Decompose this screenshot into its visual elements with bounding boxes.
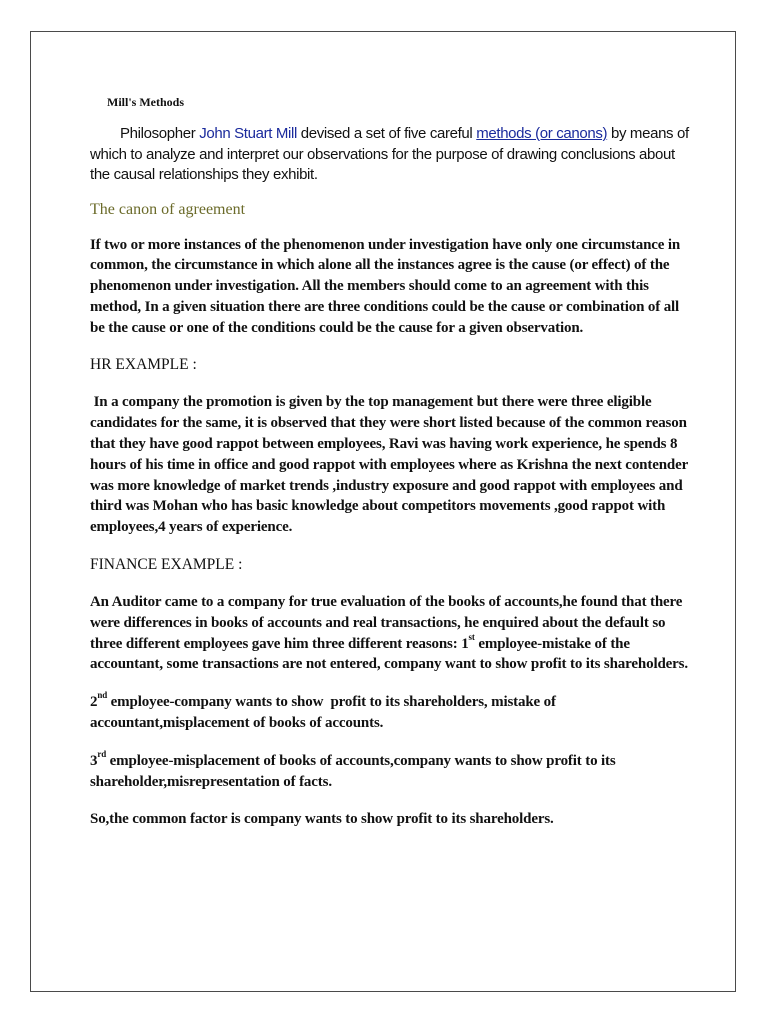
canon-heading: The canon of agreement <box>90 200 246 218</box>
finance-para2-text-a: 2 <box>90 694 98 711</box>
finance-paragraph-2 <box>90 692 690 734</box>
finance-para3-text-b: employee-misplacement of books of accounts,company wants to show profit to its shareholder,misrepresentation of facts. <box>90 752 616 790</box>
finance-para3-superscript: rd <box>97 748 107 759</box>
conclusion-paragraph: So,the common factor is company wants to show profit to its shareholders. <box>90 811 554 828</box>
intro-text-2: devised a set of five careful <box>296 125 477 142</box>
document-page <box>30 31 736 992</box>
document-title: Mill's Methods <box>107 95 184 109</box>
finance-para1-superscript: st <box>468 631 475 642</box>
finance-para3-text-a: 3 <box>90 752 98 769</box>
finance-example-label: FINANCE EXAMPLE : <box>90 556 243 574</box>
finance-para2-text-b: employee-company wants to show profit to its shareholders, mistake of accountant,misplacement of books of accounts. <box>90 694 560 732</box>
document-content <box>90 95 690 830</box>
finance-para1-text-a: An Auditor came to a company for true evaluation of the books of accounts,he found that there were differences in books of accounts and real transactions, he enquired about the default so three different employees gave him three different reasons: 1 <box>90 594 683 652</box>
intro-text-3: by means of which to analyze and interpret our observations for the purpose of drawing conclusions about the causal relationships they exhibit. <box>90 125 689 183</box>
hr-example-label: HR EXAMPLE : <box>90 356 197 374</box>
methods-canons-link[interactable]: methods (or canons) <box>476 125 608 142</box>
finance-para1-text-b: employee-mistake of the accountant, some transactions are not entered, company want to show profit to its shareholders. <box>90 635 688 673</box>
finance-paragraph-1 <box>90 592 690 675</box>
canon-paragraph: If two or more instances of the phenomenon under investigation have only one circumstance in common, the circumstance in which alone all the instances agree is the cause (or effect) of the phenomenon under investigation. All the members should come to an agreement with this method, In a given situation there are three conditions could be the cause or combination of all be the cause or one of the conditions could be the cause for a given observation. <box>90 236 681 336</box>
intro-text-1: Philosopher <box>120 125 200 142</box>
finance-paragraph-3 <box>90 748 690 793</box>
intro-paragraph <box>90 124 690 186</box>
finance-para2-superscript: nd <box>97 690 108 701</box>
john-stuart-mill-link[interactable]: John Stuart Mill <box>199 125 297 142</box>
hr-example-paragraph: In a company the promotion is given by the top management but there were three eligible candidates for the same, it is observed that they were short listed because of the common reason that they have good rappot between employees, Ravi was having work experience, he spends 8 hours of his time in office and good rappot with employees where as Krishna the next contender was more knowledge of market trends ,industry exposure and good rappot with employees and third was Mohan who has basic knowledge about competitors movements ,good rappot with employees,4 years of experience. <box>90 394 692 536</box>
